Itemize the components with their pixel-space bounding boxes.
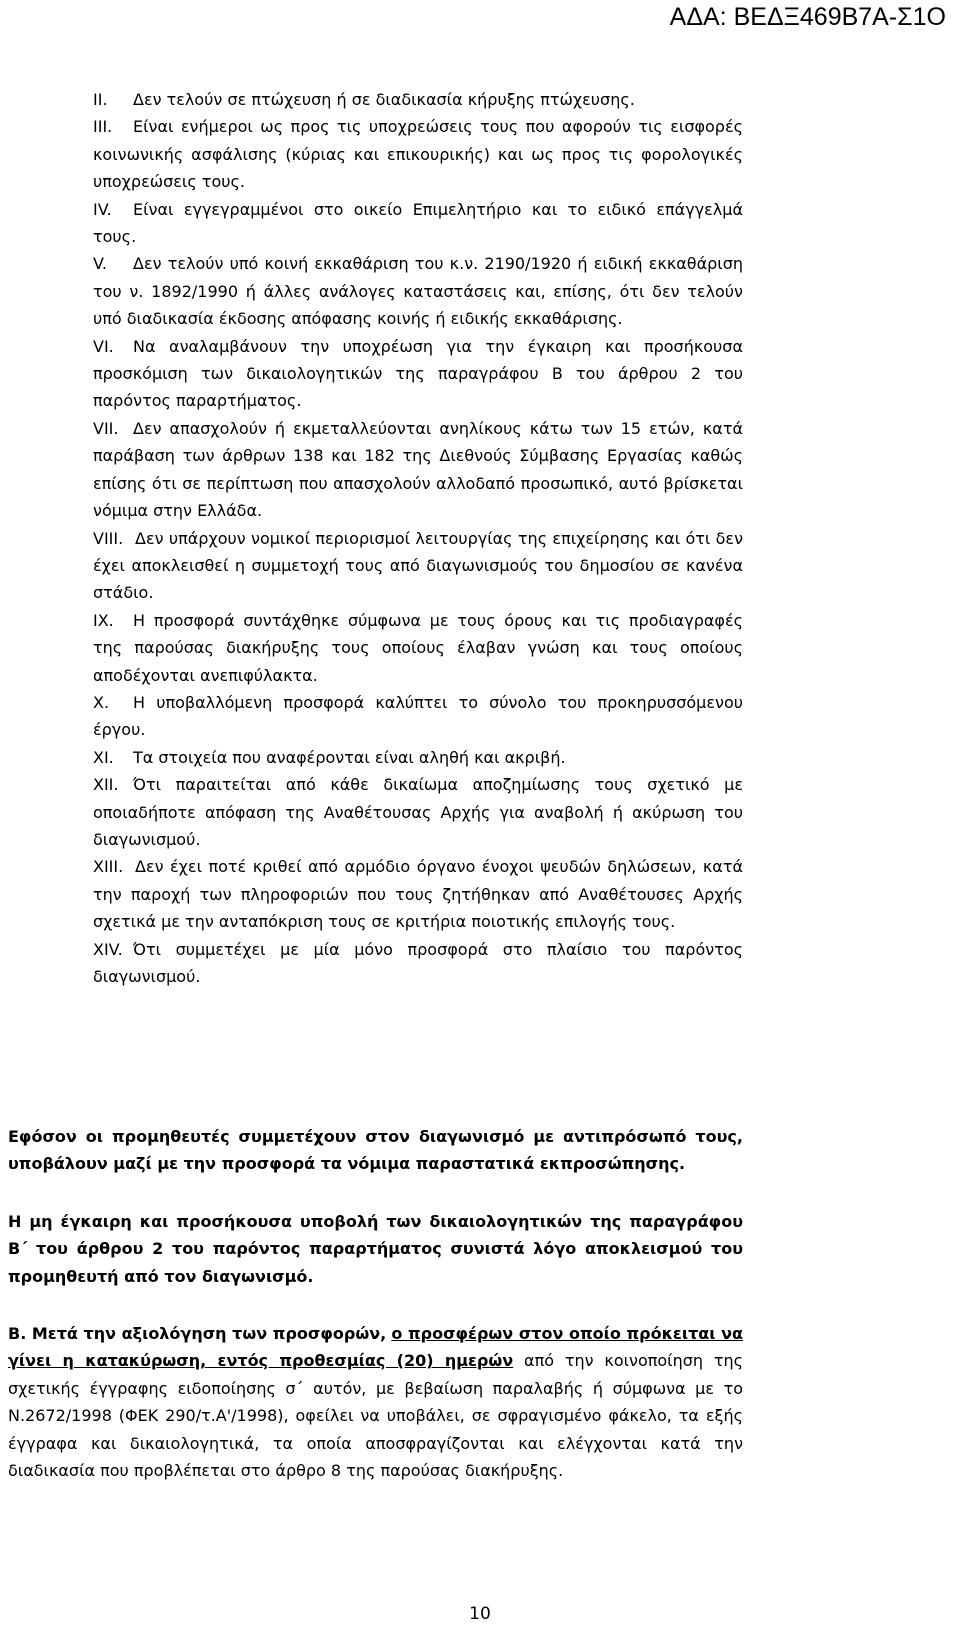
item-number: VIII.: [93, 528, 124, 548]
item-number: XIII.: [93, 857, 124, 877]
item-text: Είναι ενήμεροι ως προς τις υποχρεώσεις τους που αφορούν τις εισφορές κοινωνικής ασφάλισης (κύριας και επικουρικής) και ως προς τις φορολογικές υποχρεώσεις τους.: [93, 117, 743, 192]
item-text: Δεν απασχολούν ή εκμεταλλεύονται ανηλίκους κάτω των 15 ετών, κατά παράβαση των άρθρων 138 και 182 της Διεθνούς Σύμβασης Εργασίας καθώς επίσης ότι σε περίπτωση που απασχολούν αλλοδαπό προσωπικό, αυτό βρίσκεται νόμιμα στην Ελλάδα.: [93, 418, 743, 521]
declaration-list: [93, 86, 743, 990]
section-b-lead: Β. Μετά την αξιολόγηση των προσφορών,: [8, 1324, 387, 1343]
list-item: [93, 86, 743, 113]
item-text: Ότι παραιτείται από κάθε δικαίωμα αποζημίωσης τους σχετικό με οποιαδήποτε απόφαση της Αναθέτουσας Αρχής για αναβολή ή ακύρωση του διαγωνισμού.: [93, 775, 743, 849]
item-text: Η υποβαλλόμενη προσφορά καλύπτει το σύνολο του προκηρυσσόμενου έργου.: [93, 692, 743, 740]
list-item: [93, 689, 743, 744]
section-b-deadline: ο προσφέρων στον οποίο πρόκειται να γίνει η κατακύρωση, εντός προθεσμίας (20) ημερών: [8, 1324, 744, 1371]
list-item: [93, 415, 743, 525]
list-item: [93, 853, 743, 935]
item-text: Τα στοιχεία που αναφέρονται είναι αληθή και ακριβή.: [133, 747, 566, 767]
item-number: VII.: [93, 418, 119, 438]
page-number: 10: [469, 1604, 491, 1624]
item-text: Δεν τελούν υπό κοινή εκκαθάριση του κ.ν. 2190/1920 ή ειδική εκκαθάριση του ν. 1892/1990 ή άλλες ανάλογες καταστάσεις και, επίσης, ότι δεν τελούν υπό διαδικασία έκδοσης απόφασης κοινής ή ειδικής εκκαθάρισης.: [93, 254, 743, 329]
list-item: [93, 113, 743, 195]
item-text: Είναι εγγεγραμμένοι στο οικείο Επιμελητήριο και το ειδικό επάγγελμά τους.: [93, 199, 743, 247]
list-item: [93, 250, 743, 332]
item-text: Δεν υπάρχουν νομικοί περιορισμοί λειτουργίας της επιχείρησης και ότι δεν έχει αποκλεισθεί η συμμετοχή τους από διαγωνισμούς του δημοσίου σε κανένα στάδιο.: [93, 528, 743, 603]
ada-code: ΑΔΑ: ΒΕΔΞ469Β7Α-Σ1Ο: [669, 3, 946, 31]
item-text: Δεν έχει ποτέ κριθεί από αρμόδιο όργανο ένοχοι ψευδών δηλώσεων, κατά την παροχή των πληροφοριών που τους ζητήθηκαν από Αναθέτουσες Αρχής σχετικά με την ανταπόκριση τους σε κριτήρια ποιοτικής επιλογής τους.: [93, 857, 743, 932]
item-number: VI.: [93, 336, 114, 356]
list-item: [93, 196, 743, 251]
list-item: [93, 936, 743, 991]
item-number: XII.: [93, 775, 119, 795]
representative-paragraph: Εφόσον οι προμηθευτές συμμετέχουν στον διαγωνισμό με αντιπρόσωπό τους, υποβάλουν μαζί με την προσφορά τα νόμιμα παραστατικά εκπροσώπησης.: [8, 1127, 743, 1174]
item-number: IV.: [93, 199, 112, 219]
item-number: II.: [93, 90, 108, 109]
item-text: Ότι συμμετέχει με μία μόνο προσφορά στο πλαίσιο του παρόντος διαγωνισμού.: [93, 939, 743, 986]
list-item: [93, 333, 743, 415]
item-text: Δεν τελούν σε πτώχευση ή σε διαδικασία κήρυξης πτώχευσης.: [133, 90, 635, 109]
list-item: [93, 525, 743, 607]
item-number: XI.: [93, 747, 114, 767]
item-number: X.: [93, 692, 110, 712]
list-item: [93, 607, 743, 689]
exclusion-paragraph: Η μη έγκαιρη και προσήκουσα υποβολή των δικαιολογητικών της παραγράφου Β΄ του άρθρου 2 του παρόντος παραρτήματος συνιστά λόγο αποκλεισμού του προμηθευτή από τον διαγωνισμό.: [8, 1212, 743, 1286]
section-b-body: από την κοινοποίηση της σχετικής έγγραφης ειδοποίησης σ΄ αυτόν, με βεβαίωση παραλαβής ή σύμφωνα με το Ν.2672/1998 (ΦΕΚ 290/τ.Α'/1998), οφείλει να υποβάλει, σε σφραγισμένο φάκελο, τα εξής έγγραφα και δικαιολογητικά, τα οποία αποσφραγίζονται και ελέγχονται κατά την διαδικασία που προβλέπεται στο άρθρο 8 της παρούσας διακήρυξης.: [8, 1351, 744, 1481]
section-b-paragraph: [8, 1320, 743, 1484]
item-text: Η προσφορά συντάχθηκε σύμφωνα με τους όρους και τις προδιαγραφές της παρούσας διακήρυξης τους οποίους έλαβαν γνώση και τους οποίους αποδέχονται ανεπιφύλακτα.: [93, 610, 743, 685]
item-number: III.: [93, 117, 113, 137]
list-item: [93, 744, 743, 771]
item-number: V.: [93, 254, 107, 274]
item-text: Να αναλαμβάνουν την υποχρέωση για την έγκαιρη και προσήκουσα προσκόμιση των δικαιολογητικών της παραγράφου Β του άρθρου 2 του παρόντος παραρτήματος.: [93, 336, 743, 411]
item-number: IX.: [93, 610, 114, 630]
list-item: [93, 771, 743, 853]
item-number: XIV.: [93, 939, 123, 959]
